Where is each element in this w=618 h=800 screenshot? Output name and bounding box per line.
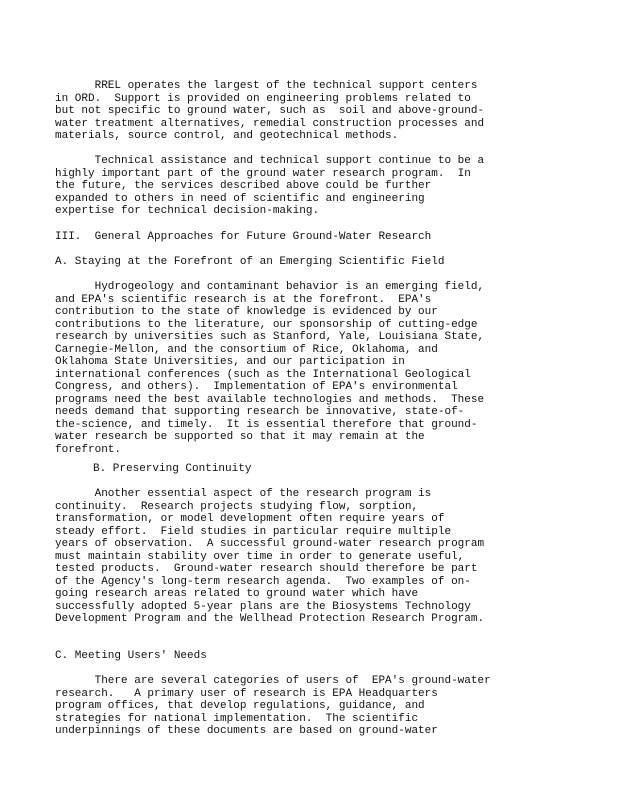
intro-paragraph-rrel: RREL operates the largest of the technical support centers in ORD. Support is provided on engineering problems related to but not specific to ground water, such as soil and above-ground- water treatment alternatives, remedial construction processes and materials, source control, and geotechnical methods. (55, 80, 485, 142)
section-heading-general-approaches: III. General Approaches for Future Ground-Water Research (55, 231, 432, 243)
subsection-c-body: There are several categories of users of EPA's ground-water research. A primary user of research is EPA Headquarters program offices, that develop regulations, guidance, and strategies for national implementation. The scientific underpinnings of these documents are based on ground-water (55, 675, 491, 737)
intro-paragraph-technical-assistance: Technical assistance and technical support continue to be a highly important part of the ground water research program. In the future, the services described above could be further expanded to others in need of scientific and engineering expertise for technical decision-making. (55, 155, 485, 217)
subsection-a-body: Hydrogeology and contaminant behavior is an emerging field, and EPA's scientific research is at the forefront. EPA's contribution to the state of knowledge is evidenced by our contributions to the literature, our sponsorship of cutting-edge research by universities such as Stanford, Yale, Louisiana State, Carnegie-Mellon, and the consortium of Rice, Oklahoma, and Oklahoma State Universities, and our participation in international conferences (such as the International Geological Congress, and others). Implementation of EPA's environmental programs need the best available technologies and methods. These needs demand that supporting research be innovative, state-of- the-science, and timely. It is essential therefore that ground- water research be supported so that it may remain at the forefront. (55, 281, 485, 456)
subsection-c-heading: C. Meeting Users' Needs (55, 650, 207, 662)
subsection-b-body: Another essential aspect of the research program is continuity. Research projects studying flow, sorption, transformation, or model development often require years of steady effort. Field studies in particular require multiple years of observation. A successful ground-water research program must maintain stability over time in order to generate useful, tested products. Ground-water research should therefore be part of the Agency's long-term research agenda. Two examples of on- going research areas related to ground water which have successfully adopted 5-year plans are the Biosystems Technology Development Program and the Wellhead Protection Research Program. (55, 488, 485, 625)
subsection-b-heading: B. Preserving Continuity (93, 463, 252, 475)
subsection-a-heading: A. Staying at the Forefront of an Emerging Scientific Field (55, 256, 445, 268)
